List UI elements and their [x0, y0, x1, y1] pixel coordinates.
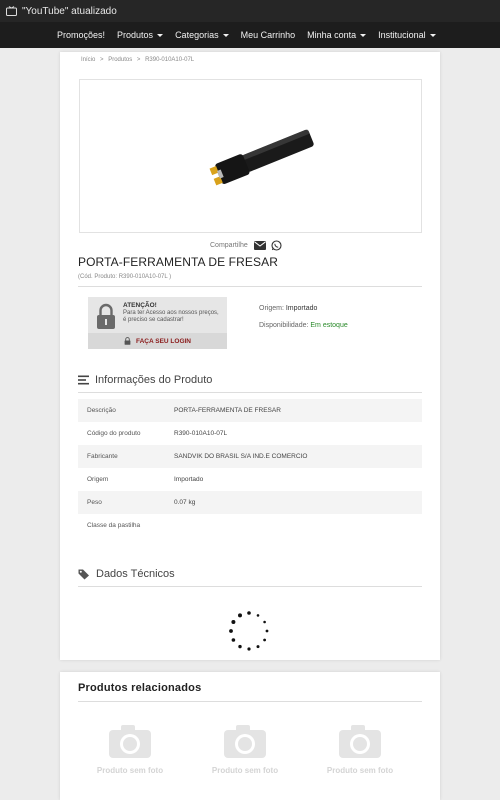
notification-text: "YouTube" atualizado: [22, 5, 117, 17]
chevron-down-icon: [430, 34, 436, 37]
tag-icon: [78, 569, 90, 580]
table-row: [78, 514, 422, 537]
loading-spinner-icon: [228, 610, 270, 652]
row-value: R390-010A10-07L: [174, 430, 228, 437]
availability-label: Disponibilidade:: [259, 322, 309, 329]
product-info-table: [78, 399, 422, 537]
list-icon: [78, 375, 89, 385]
row-value: SANDVIK DO BRASIL S/A IND.E COMERCIO: [174, 453, 308, 460]
row-key: Classe da pastilha: [87, 522, 141, 529]
table-row: [78, 399, 422, 422]
breadcrumb: [81, 57, 197, 63]
origin-meta: [259, 305, 317, 312]
tech-section-title: [78, 568, 175, 580]
notification-bar: [0, 0, 500, 22]
related-product-label: Produto sem foto: [96, 766, 164, 775]
divider: [78, 286, 422, 287]
product-code: (Cód. Produto: R390-010A10-07L ): [78, 274, 172, 280]
related-product-item[interactable]: [85, 724, 175, 784]
nav-item-promocoes[interactable]: Promoções!: [57, 30, 106, 40]
availability-meta: [259, 322, 348, 329]
table-row: [78, 468, 422, 491]
milling-tool-image: [80, 80, 423, 234]
product-title: PORTA-FERRAMENTA DE FRESAR: [78, 255, 278, 269]
divider: [78, 392, 422, 393]
login-button[interactable]: [88, 333, 227, 349]
youtube-update-icon: [6, 6, 17, 16]
row-key: Código do produto: [87, 430, 141, 437]
nav-item-meu-carrinho[interactable]: Meu Carrinho: [240, 30, 296, 40]
lock-icon: [96, 303, 116, 330]
origin-value: Importado: [285, 305, 318, 312]
related-product-label: Produto sem foto: [211, 766, 279, 775]
camera-placeholder-icon: [107, 724, 153, 760]
row-key: Descrição: [87, 407, 116, 414]
nav-item-minha-conta[interactable]: Minha conta: [307, 30, 366, 40]
mail-icon[interactable]: [254, 241, 266, 250]
row-value: PORTA-FERRAMENTA DE FRESAR: [174, 407, 281, 414]
divider: [78, 586, 422, 587]
table-row: [78, 422, 422, 445]
login-label: FAÇA SEU LOGIN: [135, 337, 191, 345]
breadcrumb-separator: >: [136, 57, 141, 63]
info-section-title: [78, 374, 212, 386]
related-product-item[interactable]: [200, 724, 290, 784]
main-nav: [0, 22, 500, 48]
chevron-down-icon: [223, 34, 229, 37]
related-title: Produtos relacionados: [78, 682, 202, 694]
tech-section-label: Dados Técnicos: [96, 568, 175, 580]
camera-placeholder-icon: [337, 724, 383, 760]
origin-label: Origem:: [259, 305, 284, 312]
nav-item-institucional[interactable]: Institucional: [378, 30, 436, 40]
availability-value: Em estoque: [310, 322, 348, 329]
row-value: 0.07 kg: [174, 499, 196, 506]
nav-item-categorias[interactable]: Categorias: [175, 30, 229, 40]
chevron-down-icon: [360, 34, 366, 37]
product-image[interactable]: [79, 79, 422, 233]
whatsapp-icon[interactable]: [271, 240, 282, 251]
breadcrumb-products[interactable]: Produtos: [108, 57, 133, 63]
camera-placeholder-icon: [222, 724, 268, 760]
attention-text: Para ter Acesso aos nossos preços, é preciso se cadastrar!: [123, 310, 219, 323]
row-value: Importado: [174, 476, 204, 483]
related-product-label: Produto sem foto: [326, 766, 394, 775]
row-key: Fabricante: [87, 453, 118, 460]
related-products-card: [60, 672, 440, 800]
table-row: [78, 491, 422, 514]
info-section-label: Informações do Produto: [95, 374, 213, 386]
divider: [78, 701, 422, 702]
table-row: [78, 445, 422, 468]
row-key: Peso: [87, 499, 102, 506]
lock-icon: [124, 337, 131, 345]
breadcrumb-home[interactable]: Início: [81, 57, 96, 63]
related-product-item[interactable]: [315, 724, 405, 784]
breadcrumb-separator: >: [100, 57, 104, 63]
nav-item-produtos[interactable]: Produtos: [117, 30, 163, 40]
row-key: Origem: [87, 476, 109, 483]
share-label: Compartilhe: [210, 242, 248, 249]
breadcrumb-current: R390-010A10-07L: [145, 57, 195, 63]
chevron-down-icon: [157, 34, 163, 37]
attention-title: ATENÇÃO!: [123, 302, 157, 309]
product-card: [60, 52, 440, 660]
share-bar: [210, 240, 282, 251]
